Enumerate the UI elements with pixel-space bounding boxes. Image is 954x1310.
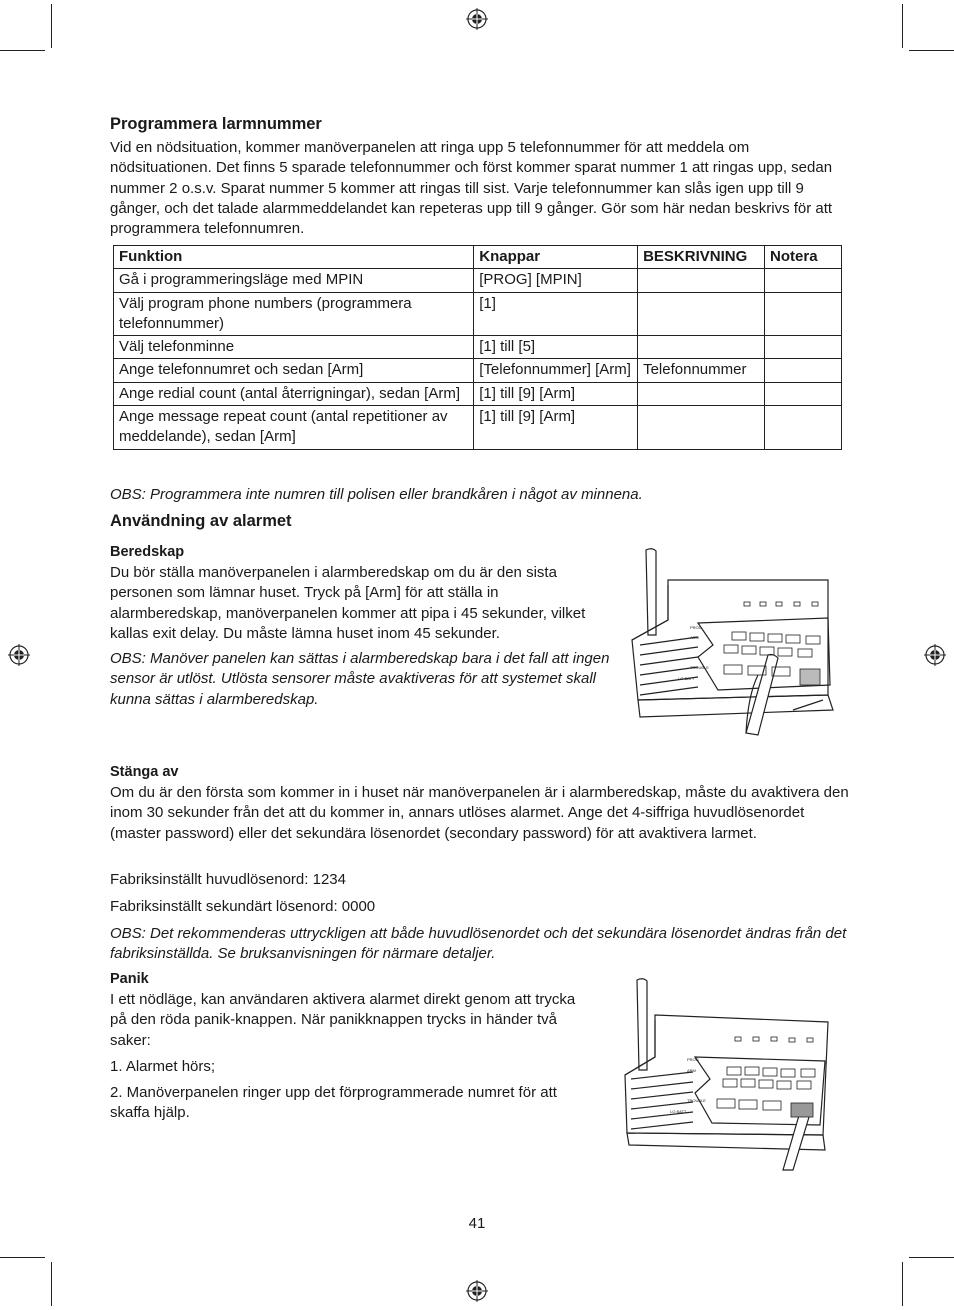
svg-text:LO BATT: LO BATT	[670, 1109, 687, 1114]
table-cell: [1]	[474, 292, 638, 336]
crop-mark	[902, 1262, 903, 1306]
subsection-title: Panik	[110, 971, 149, 987]
intro-paragraph: Vid en nödsituation, kommer manöverpanelen att ringa upp 5 telefonnummer för att meddela om nödsituationen. Det finns 5 sparade telefonnummer och först kommer sparat nummer 1 att ringas upp, sedan nummer 2 o.s.v. Sparat nummer 5 kommer att ringas till sist. Varje telefonnummer kan slås igen upp till 9 gånger, och det talade alarmmeddelandet kan repeteras upp till 9 gånger. Gör som här nedan beskrivs för att programmera telefonnumren.	[110, 139, 833, 238]
table-cell: Välj telefonminne	[114, 336, 474, 359]
svg-text:PROG: PROG	[690, 625, 702, 630]
svg-text:ARM: ARM	[687, 1068, 696, 1073]
registration-mark-icon	[924, 644, 946, 666]
table-cell	[638, 406, 765, 450]
table-cell	[765, 406, 842, 450]
table-cell	[765, 359, 842, 382]
crop-mark	[909, 50, 954, 51]
page-number: 41	[468, 1215, 486, 1232]
svg-text:TROUBLE: TROUBLE	[690, 665, 709, 670]
column-header: Notera	[765, 246, 842, 269]
master-password-text: Fabriksinställt huvudlösenord: 1234	[110, 871, 346, 888]
svg-text:PROG: PROG	[687, 1057, 699, 1062]
section-title: Programmera larmnummer	[110, 115, 322, 133]
table-cell	[765, 382, 842, 405]
svg-text:LO BATT: LO BATT	[678, 676, 695, 681]
section-title: Användning av alarmet	[110, 512, 292, 530]
crop-mark	[51, 4, 52, 48]
table-header-row	[114, 246, 842, 269]
secondary-password-text: Fabriksinställt sekundärt lösenord: 0000	[110, 898, 376, 915]
table-cell: [1] till [9] [Arm]	[474, 406, 638, 450]
beredskap-paragraph: Du bör ställa manöverpanelen i alarmberedskap om du är den sista personen som lämnar huset. Tryck på [Arm] för att ställa in alarmberedskap, manöverpanelen kommer att pipa i 45 sekunder, vilket kallas exit delay. Du måste lämna huset inom 45 sekunder.	[110, 564, 586, 642]
table-cell: Välj program phone numbers (programmera telefonnummer)	[114, 292, 474, 336]
table-row	[114, 406, 842, 450]
table-cell	[765, 336, 842, 359]
table-row	[114, 359, 842, 382]
registration-mark-icon	[466, 1280, 488, 1302]
table-cell: Ange message repeat count (antal repetitioner av meddelande), sedan [Arm]	[114, 406, 474, 450]
table-row	[114, 336, 842, 359]
table-cell: [Telefonnummer] [Arm]	[474, 359, 638, 382]
column-header: Knappar	[474, 246, 638, 269]
table-row	[114, 269, 842, 292]
alarm-panel-illustration	[618, 545, 848, 740]
obs-note: OBS: Manöver panelen kan sättas i alarmberedskap bara i det fall att ingen sensor är utlöst. Utlösta sensorer måste avaktiveras för att systemet skall kunna sättas i alarmberedskap.	[110, 650, 610, 708]
table-cell	[765, 269, 842, 292]
panik-paragraph: I ett nödläge, kan användaren aktivera alarmet direkt genom att trycka på den röda panik-knappen. När panikknappen trycks in händer två saker:	[110, 991, 576, 1049]
crop-mark	[0, 1257, 45, 1258]
table-cell	[638, 292, 765, 336]
crop-mark	[0, 50, 45, 51]
table-row	[114, 382, 842, 405]
registration-mark-icon	[466, 8, 488, 30]
table-cell	[765, 292, 842, 336]
stanga-paragraph: Om du är den första som kommer in i huset när manöverpanelen är i alarmberedskap, måste du avaktivera den inom 30 sekunder från det att du kommer in, annars utlöses alarmet. Ange det 4-siffriga huvudlösenordet (master password) eller det sekundära lösenordet (secondary password) för att avaktivera larmet.	[110, 784, 849, 842]
programming-table	[113, 245, 842, 450]
table-cell: [1] till [9] [Arm]	[474, 382, 638, 405]
table-cell	[638, 336, 765, 359]
table-cell: [PROG] [MPIN]	[474, 269, 638, 292]
column-header: BESKRIVNING	[638, 246, 765, 269]
obs-note: OBS: Programmera inte numren till polisen eller brandkåren i något av minnena.	[110, 486, 643, 503]
svg-text:TROUBLE: TROUBLE	[687, 1098, 706, 1103]
table-cell	[638, 269, 765, 292]
crop-mark	[909, 1257, 954, 1258]
table-cell: Ange redial count (antal återrigningar), sedan [Arm]	[114, 382, 474, 405]
table-cell: Telefonnummer	[638, 359, 765, 382]
table-cell: [1] till [5]	[474, 336, 638, 359]
registration-mark-icon	[8, 644, 30, 666]
table-cell: Gå i programmeringsläge med MPIN	[114, 269, 474, 292]
crop-mark	[51, 1262, 52, 1306]
alarm-panel-illustration	[615, 975, 845, 1175]
table-cell: Ange telefonnumret och sedan [Arm]	[114, 359, 474, 382]
table-cell	[638, 382, 765, 405]
subsection-title: Beredskap	[110, 544, 185, 560]
column-header: Funktion	[114, 246, 474, 269]
list-item: 2. Manöverpanelen ringer upp det förprogrammerade numret för att skaffa hjälp.	[110, 1084, 557, 1122]
svg-text:ARM: ARM	[690, 635, 699, 640]
crop-mark	[902, 4, 903, 48]
list-item: 1. Alarmet hörs;	[110, 1058, 216, 1075]
obs-note: OBS: Det rekommenderas uttryckligen att både huvudlösenordet och det sekundära lösenordet ändras från det fabriksinställda. Se bruksanvisningen för närmare detaljer.	[110, 925, 847, 963]
table-row	[114, 292, 842, 336]
subsection-title: Stänga av	[110, 764, 179, 780]
